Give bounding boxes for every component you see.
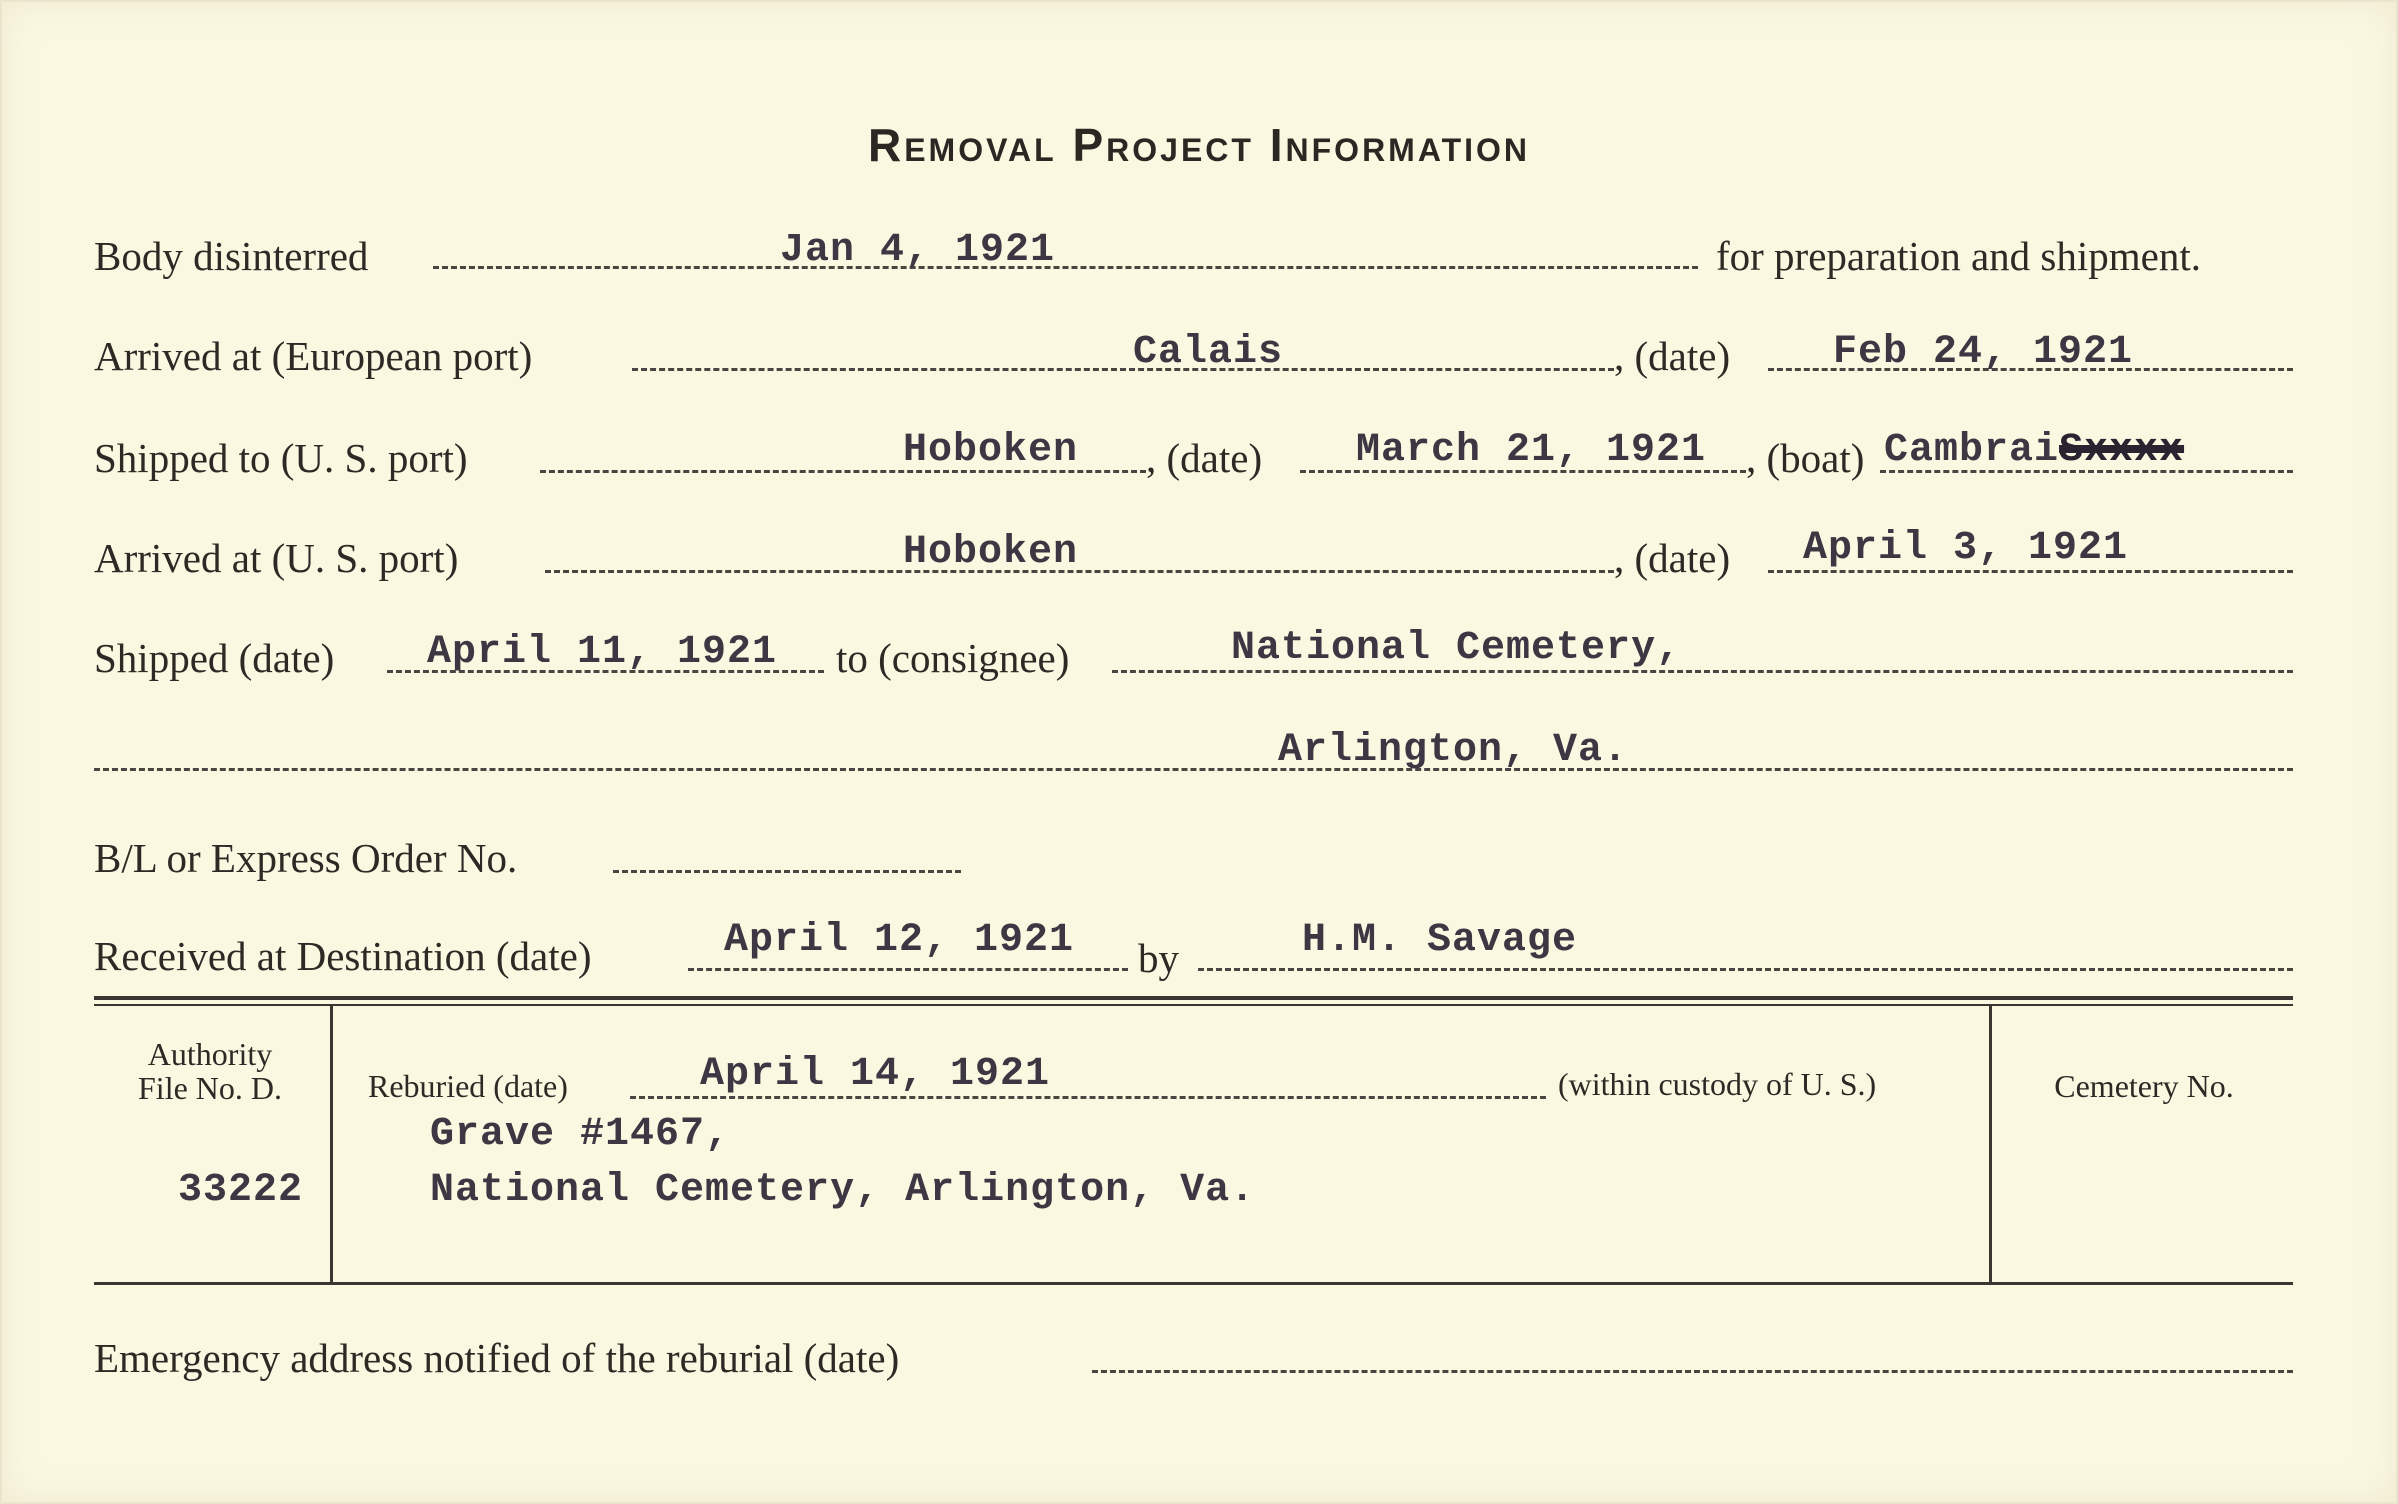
divider-right bbox=[1989, 1006, 1992, 1282]
value-received-by: H.M. Savage bbox=[1302, 918, 1578, 963]
value-disinterred-date: Jan 4, 1921 bbox=[780, 228, 1056, 273]
label-european-date: , (date) bbox=[1614, 333, 1731, 379]
label-arrival-date: , (date) bbox=[1614, 535, 1731, 581]
value-us-arrival-date: April 3, 1921 bbox=[1803, 526, 2129, 571]
line-received-date bbox=[688, 968, 1128, 971]
label-shipped-us-port: Shipped to (U. S. port) bbox=[94, 435, 468, 481]
label-arrived-european: Arrived at (European port) bbox=[94, 333, 533, 379]
line-european-port bbox=[632, 368, 1614, 371]
value-reburied-date: April 14, 1921 bbox=[700, 1052, 1051, 1097]
label-for-preparation: for preparation and shipment. bbox=[1716, 233, 2202, 279]
value-us-port-shipped: Hoboken bbox=[903, 428, 1079, 473]
value-european-date: Feb 24, 1921 bbox=[1833, 330, 2134, 375]
value-boat bbox=[1884, 428, 2184, 473]
label-to-consignee: to (consignee) bbox=[836, 635, 1070, 681]
label-within-custody: (within custody of U. S.) bbox=[1558, 1066, 1877, 1102]
double-rule-bottom bbox=[94, 1004, 2293, 1006]
value-us-port-arrived: Hoboken bbox=[903, 530, 1079, 575]
value-grave-line1: Grave #1467, bbox=[430, 1112, 731, 1157]
label-file-no: File No. D. bbox=[138, 1070, 282, 1106]
line-consignee-cont bbox=[94, 768, 2293, 771]
boat-name: Cambrai bbox=[1884, 428, 2060, 473]
box-bottom-rule bbox=[94, 1282, 2293, 1285]
value-consignee-line2: Arlington, Va. bbox=[1278, 728, 1629, 773]
card-title: Removal Project Information bbox=[867, 119, 1531, 171]
value-received-date: April 12, 1921 bbox=[724, 918, 1075, 963]
value-shipped-date: April 11, 1921 bbox=[427, 630, 778, 675]
line-received-by bbox=[1198, 968, 2293, 971]
line-body-disinterred bbox=[433, 266, 1698, 269]
label-bl-order: B/L or Express Order No. bbox=[94, 835, 518, 881]
divider-left bbox=[330, 1006, 333, 1282]
line-bl-order bbox=[613, 870, 961, 873]
label-reburied: Reburied (date) bbox=[368, 1068, 568, 1104]
boat-struck-text: Sxxxx bbox=[2059, 428, 2185, 473]
value-file-no: 33222 bbox=[178, 1168, 304, 1213]
label-by: by bbox=[1138, 935, 1179, 981]
label-boat: , (boat) bbox=[1746, 435, 1865, 481]
label-arrived-us-port: Arrived at (U. S. port) bbox=[94, 535, 459, 581]
line-us-port-arrived bbox=[545, 570, 1614, 573]
label-cemetery-no: Cemetery No. bbox=[2054, 1068, 2234, 1104]
label-emergency: Emergency address notified of the reburial (date) bbox=[94, 1335, 900, 1381]
value-european-port: Calais bbox=[1133, 330, 1284, 375]
double-rule-top bbox=[94, 996, 2293, 1000]
label-ship-date: , (date) bbox=[1146, 435, 1263, 481]
line-emergency-date bbox=[1092, 1370, 2293, 1373]
label-authority: Authority bbox=[147, 1036, 273, 1072]
value-grave-line2: National Cemetery, Arlington, Va. bbox=[430, 1168, 1256, 1213]
value-consignee-line1: National Cemetery, bbox=[1231, 626, 1682, 671]
label-received-dest: Received at Destination (date) bbox=[94, 933, 592, 979]
label-shipped-date: Shipped (date) bbox=[94, 635, 335, 681]
value-us-port-ship-date: March 21, 1921 bbox=[1356, 428, 1707, 473]
label-body-disinterred: Body disinterred bbox=[94, 233, 369, 279]
